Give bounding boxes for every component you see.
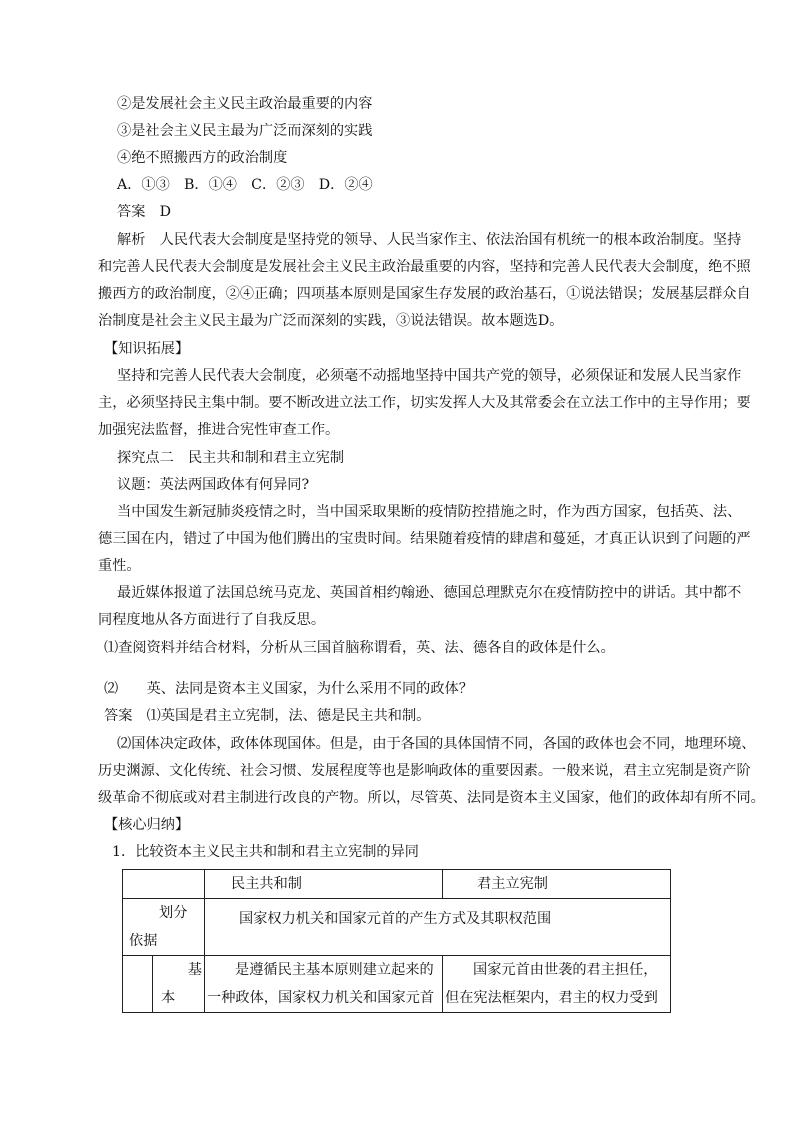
answer-2-line-1: ⑵国体决定政体，政体体现国体。但是，由于各国的具体国情不同，各国的政体也会不同，地理环境、 [117,736,756,752]
answer-choices: A．①③ B．①④ C．②③ D．②④ [117,177,373,193]
table-basic-label-line-1: 基 [187,962,202,978]
analysis-line-2: 和完善人民代表大会制度是发展社会主义民主政治最重要的内容，坚持和完善人民代表大会制度，绝不照 [98,259,751,275]
knowledge-heading: 【知识拓展】 [104,341,190,357]
table-basis-value: 国家权力机关和国家元首的产生方式及其职权范围 [205,899,671,956]
answer-label: 答案 D [117,204,171,220]
material-1-line-2: 德三国在内，错过了中国为他们腾出的宝贵时间。结果随着疫情的肆虐和蔓延，才真正认识到了问题的严 [98,531,751,547]
analysis-line-3: 搬西方的政治制度，②④正确；四项基本原则是国家生存发展的政治基石，①说法错误；发展基层群众自 [98,286,751,302]
knowledge-line-1: 坚持和完善人民代表大会制度，必须毫不动摇地坚持中国共产党的领导，必须保证和发展人民当家作 [117,368,742,384]
comparison-table [122,869,671,1013]
table-basic-label-line-2: 本 [161,990,176,1006]
explore-point-heading: 探究点二 民主共和制和君主立宪制 [117,450,345,466]
core-heading: 【核心归纳】 [104,817,190,833]
table-row-basis [123,899,671,956]
option-2: ②是发展社会主义民主政治最重要的内容 [117,96,373,112]
option-4: ④绝不照搬西方的政治制度 [117,150,288,166]
table-basic-republic-line-1: 是遵循民主基本原则建立起来的 [235,962,434,978]
table-basic-monarchy-line-2: 但在宪法框架内，君主的权力受到 [445,990,658,1006]
table-basis-label-line-1: 划分 [159,905,188,921]
table-header-empty [123,870,205,899]
answer-2-line-2: 历史渊源、文化传统、社会习惯、发展程度等也是影响政体的重要因素。一般来说，君主立宪制是资产阶 [98,763,751,779]
material-2-line-1: 最近媒体报道了法国总统马克龙、英国首相约翰逊、德国总理默克尔在疫情防控中的讲话。其中都不 [117,585,742,601]
table-basic-monarchy-line-1: 国家元首由世袭的君主担任， [473,962,658,978]
material-2-line-2: 同程度地从各方面进行了自我反思。 [98,612,326,628]
table-basic-republic-line-2: 一种政体，国家权力机关和国家元首 [207,990,435,1006]
table-header-republic: 民主共和制 [205,870,443,899]
table-header-monarchy: 君主立宪制 [443,870,671,899]
knowledge-line-3: 加强宪法监督，推进合宪性审查工作。 [98,422,340,438]
table-row-basic [123,956,671,1013]
material-1-line-1: 当中国发生新冠肺炎疫情之时，当中国采取果断的疫情防控措施之时，作为西方国家，包括英、法、 [117,504,742,520]
analysis-line-4: 治制度是社会主义民主最为广泛而深刻的实践，③说法错误。故本题选D。 [98,313,564,329]
table-basic-monarchy [443,956,671,1013]
table-header-row [123,870,671,899]
topic-line: 议题：英法两国政体有何异同? [117,477,310,493]
answer-2-label: 答案 ⑴英国是君主立宪制，法、德是民主共和制。 [104,708,431,724]
table-basic-empty [123,956,153,1013]
question-2: ⑵ 英、法同是资本主义国家，为什么采用不同的政体？ [104,681,473,697]
analysis-line-1: 解析 人民代表大会制度是坚持党的领导、人民当家作主、依法治国有机统一的根本政治制度。坚持 [117,232,742,248]
question-1: ⑴查阅资料并结合材料，分析从三国首脑称谓看，英、法、德各自的政体是什么。 [104,640,615,656]
material-1-line-3: 重性。 [98,558,141,574]
compare-title: 1．比较资本主义民主共和制和君主立宪制的异同 [112,844,419,860]
knowledge-line-2: 主，必须坚持民主集中制。要不断改进立法工作，切实发挥人大及其常委会在立法工作中的主导作用；要 [98,395,751,411]
table-basic-republic [205,956,443,1013]
table-basis-label-line-2: 依据 [129,933,158,949]
answer-2-line-3: 级革命不彻底或对君主制进行改良的产物。所以，尽管英、法同是资本主义国家，他们的政体却有所不同。 [98,790,765,806]
table-basis-label [123,899,205,956]
option-3: ③是社会主义民主最为广泛而深刻的实践 [117,123,373,139]
table-basic-label [153,956,205,1013]
